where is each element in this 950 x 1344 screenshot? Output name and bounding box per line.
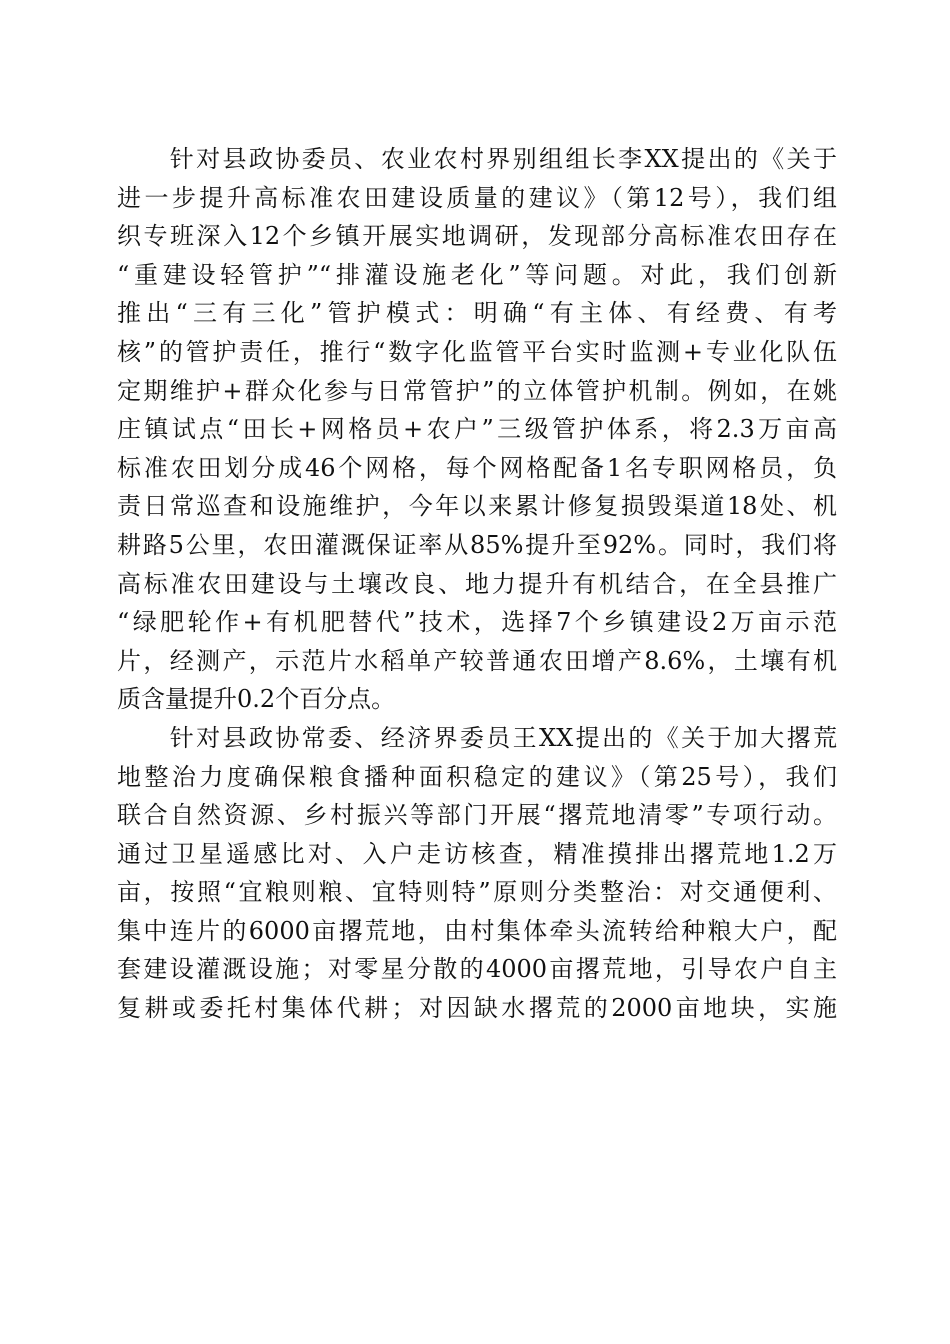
text-line: 高标准农田建设与土壤改良、地力提升有机结合，在全县推广 [117,569,837,598]
text-line: 亩，按照“宜粮则粮、宜特则特”原则分类整治：对交通便利、 [117,878,837,907]
text-line: 标准农田划分成46个网格，每个网格配备1名专职网格员，负 [117,453,837,482]
paragraph-1 [117,140,837,719]
text-line: “重建设轻管护”“排灌设施老化”等问题。对此，我们创新 [117,260,837,289]
text-line: 通过卫星遥感比对、入户走访核查，精准摸排出撂荒地1.2万 [117,839,837,868]
text-line: 套建设灌溉设施；对零星分散的4000亩撂荒地，引导农户自主 [117,955,837,984]
text-line: 集中连片的6000亩撂荒地，由村集体牵头流转给种粮大户，配 [117,916,837,945]
text-line: 耕路5公里，农田灌溉保证率从85%提升至92%。同时，我们将 [117,530,837,559]
text-line: 织专班深入12个乡镇开展实地调研，发现部分高标准农田存在 [117,222,837,251]
text-line: 推出“三有三化”管护模式：明确“有主体、有经费、有考 [117,299,837,328]
text-line: 联合自然资源、乡村振兴等部门开展“撂荒地清零”专项行动。 [117,801,837,830]
text-line: “绿肥轮作+有机肥替代”技术，选择7个乡镇建设2万亩示范 [117,608,837,637]
body-text [117,140,837,1028]
text-line: 针对县政协常委、经济界委员王XX提出的《关于加大撂荒 [117,723,837,752]
text-line: 庄镇试点“田长+网格员+农户”三级管护体系，将2.3万亩高 [117,415,837,444]
text-line: 定期维护+群众化参与日常管护”的立体管护机制。例如，在姚 [117,376,837,405]
paragraph-2 [117,719,837,1028]
text-line: 针对县政协委员、农业农村界别组组长李XX提出的《关于 [117,145,837,173]
text-line: 责日常巡查和设施维护，今年以来累计修复损毁渠道18处、机 [117,492,837,521]
text-line: 片，经测产，示范片水稻单产较普通农田增产8.6%，土壤有机 [117,646,837,675]
text-line: 质含量提升0.2个百分点。 [117,685,396,714]
text-line: 核”的管护责任，推行“数字化监管平台实时监测+专业化队伍 [117,337,837,366]
text-line: 地整治力度确保粮食播种面积稳定的建议》（第25号），我们 [117,762,837,791]
text-line: 复耕或委托村集体代耕；对因缺水撂荒的2000亩地块，实施 [117,994,837,1023]
text-line: 进一步提升高标准农田建设质量的建议》（第12号），我们组 [117,183,837,212]
